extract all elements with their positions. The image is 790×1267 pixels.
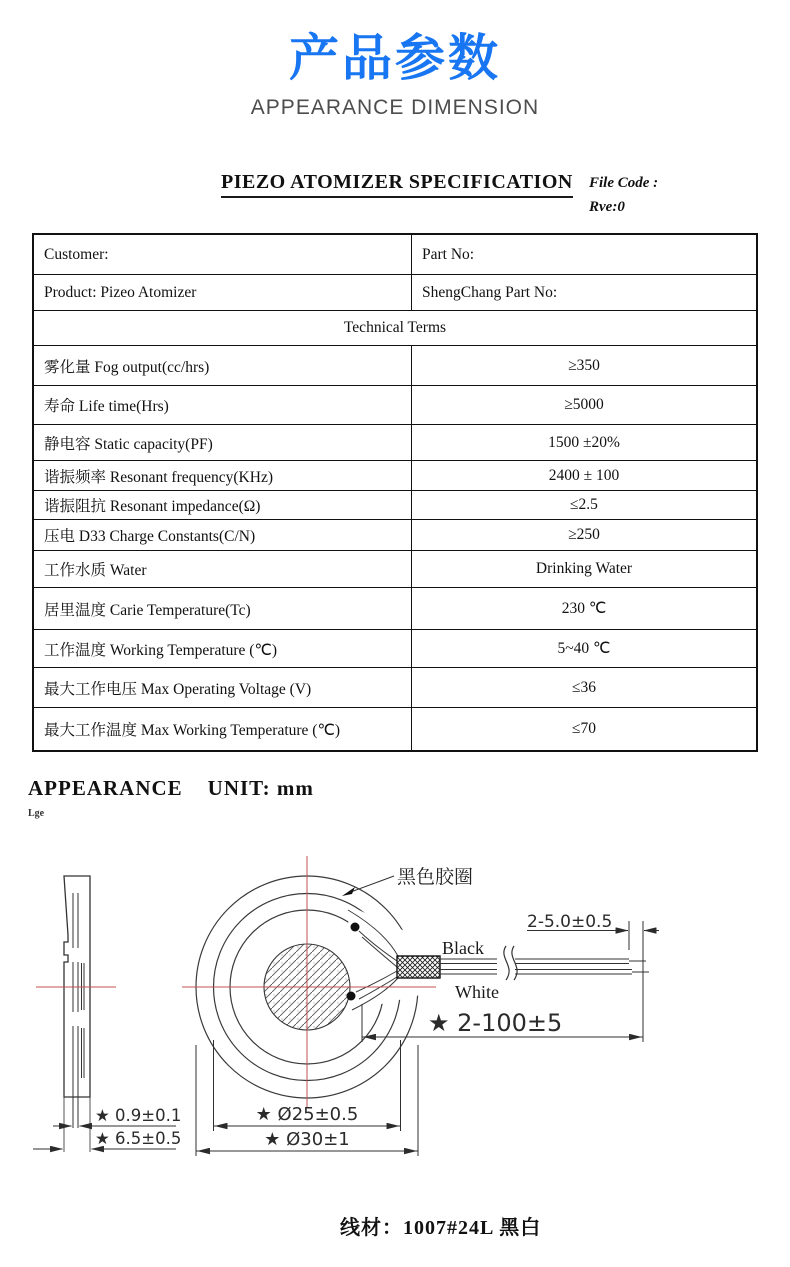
solder-joint-bottom xyxy=(347,992,356,1001)
ring-label: 黑色胶圈 xyxy=(397,866,474,888)
table-row xyxy=(34,519,756,550)
param-value: 1500 ±20% xyxy=(548,433,620,451)
front-view xyxy=(36,856,649,1108)
table-row xyxy=(34,345,756,385)
table-row xyxy=(34,235,756,274)
param-value: ≥350 xyxy=(568,356,600,374)
page-title: 产品参数 xyxy=(289,29,501,87)
shengchang-part-no-cell: ShengChang Part No: xyxy=(422,283,558,301)
table-row xyxy=(34,424,756,460)
param-label: 寿命 Life time(Hrs) xyxy=(34,386,412,424)
wire-note: 线材：1007#24L 黑白 xyxy=(340,1217,542,1239)
wire-black-label: Black xyxy=(442,938,484,958)
param-value: ≤2.5 xyxy=(570,496,598,513)
param-label: 最大工作温度 Max Working Temperature (℃) xyxy=(34,708,412,750)
dim-wire-length: ★ 2-100±5 xyxy=(428,1009,563,1037)
section-header: Technical Terms xyxy=(343,319,447,336)
param-value: 2400 ± 100 xyxy=(548,466,620,484)
stray-mark: Lge xyxy=(28,808,45,819)
customer-cell: Customer: xyxy=(34,235,412,274)
table-row xyxy=(34,490,756,519)
table-row xyxy=(34,385,756,424)
page-subtitle: APPEARANCE DIMENSION xyxy=(250,96,540,119)
param-label: 最大工作电压 Max Operating Voltage (V) xyxy=(34,668,412,707)
dim-inner-diameter: ★ Ø25±0.5 xyxy=(255,1104,359,1125)
param-value: ≤70 xyxy=(571,720,596,737)
side-view xyxy=(64,876,90,1152)
param-label: 谐振频率 Resonant frequency(KHz) xyxy=(34,461,412,490)
table-row xyxy=(34,587,756,629)
param-label: 静电容 Static capacity(PF) xyxy=(34,425,412,460)
dim-strip-length: 2-5.0±0.5 xyxy=(527,912,613,932)
dim-outer-diameter: ★ Ø30±1 xyxy=(264,1129,350,1150)
revision-label: Rve:0 xyxy=(589,199,625,215)
product-cell: Product: Pizeo Atomizer xyxy=(34,275,412,310)
file-code-label: File Code : xyxy=(589,175,659,191)
wire-white-label: White xyxy=(455,982,499,1002)
table-row xyxy=(34,274,756,310)
ring-callout xyxy=(342,866,473,896)
param-label: 工作温度 Working Temperature (℃) xyxy=(34,630,412,667)
table-row xyxy=(34,460,756,490)
spec-document-title: PIEZO ATOMIZER SPECIFICATION xyxy=(221,171,573,198)
param-label: 谐振阻抗 Resonant impedance(Ω) xyxy=(34,491,412,519)
wire-sleeve xyxy=(397,956,440,978)
param-value: ≥5000 xyxy=(564,396,604,413)
part-no-cell: Part No: xyxy=(422,245,475,263)
dim-ceramic-thickness: ★ 0.9±0.1 xyxy=(95,1106,182,1125)
table-row xyxy=(34,629,756,667)
param-label: 居里温度 Carie Temperature(Tc) xyxy=(34,588,412,629)
param-value: Drinking Water xyxy=(535,560,633,577)
param-label: 雾化量 Fog output(cc/hrs) xyxy=(34,346,412,385)
param-label: 工作水质 Water xyxy=(34,551,412,587)
spec-table xyxy=(32,233,758,752)
param-value: 5~40 ℃ xyxy=(557,640,611,657)
table-section-row xyxy=(34,310,756,345)
technical-drawing xyxy=(0,838,790,1170)
table-row xyxy=(34,707,756,750)
param-value: ≥250 xyxy=(568,526,600,543)
table-row xyxy=(34,550,756,587)
param-label: 压电 D33 Charge Constants(C/N) xyxy=(34,520,412,550)
dim-total-thickness: ★ 6.5±0.5 xyxy=(95,1129,182,1148)
param-value: ≤36 xyxy=(571,678,596,696)
appearance-heading: APPEARANCE UNIT: mm xyxy=(28,776,314,800)
param-value: 230 ℃ xyxy=(561,600,607,617)
solder-joint-top xyxy=(351,923,360,932)
table-row xyxy=(34,667,756,707)
